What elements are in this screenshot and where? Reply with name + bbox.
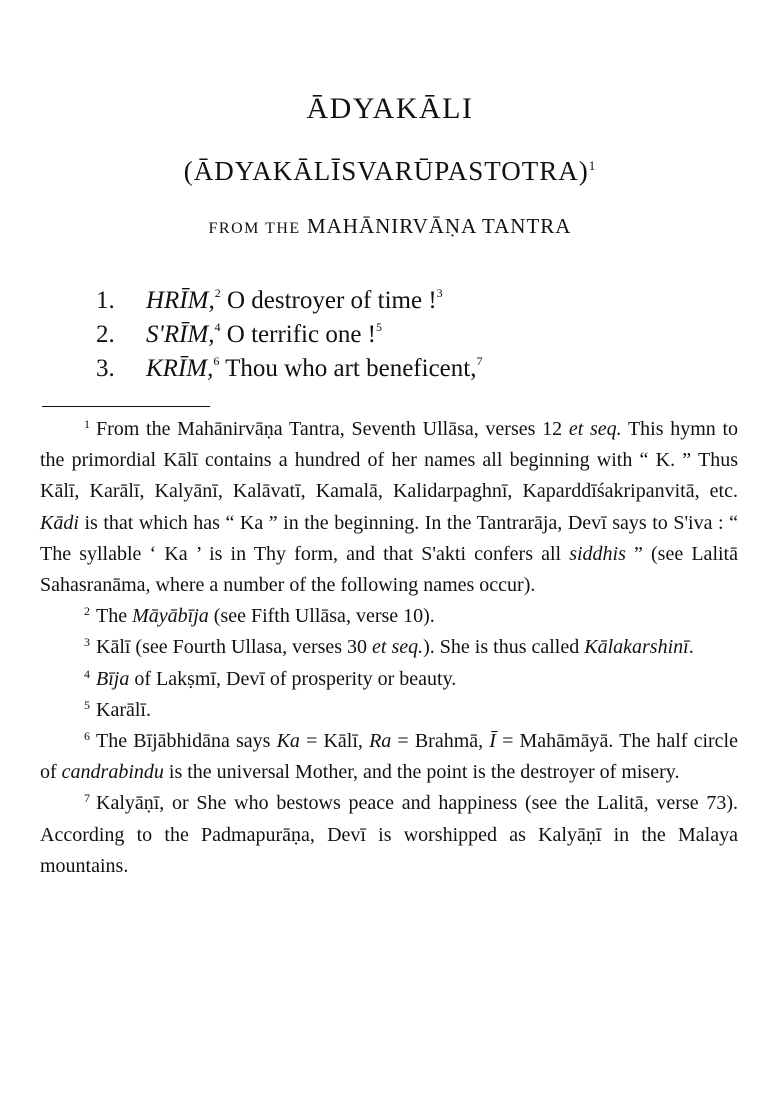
source-name: MAHĀNIRVĀṆA TANTRA xyxy=(306,214,572,238)
verse-line xyxy=(96,318,716,352)
verse-line xyxy=(96,284,716,318)
footnote-text: et seq. xyxy=(568,418,622,440)
verse-text: O terrific one ! xyxy=(220,321,377,348)
verse-number: 1. xyxy=(96,287,115,314)
page-title: ĀDYAKĀLI xyxy=(306,92,474,125)
footnote-text: ” (see Lalitā Sahasranāma, where a number of the following names occur). xyxy=(40,542,738,597)
footnote-text: Ī xyxy=(489,730,496,753)
footnote-text: = Brahmā, xyxy=(391,730,490,753)
footnote-marker: 2 xyxy=(84,604,90,619)
footnote-text: Bīja xyxy=(96,667,130,690)
footnote-marker: 3 xyxy=(84,635,90,650)
footnote-2 xyxy=(40,601,738,632)
footnote-text: Kālī (see Fourth Ullasa, verses 30 xyxy=(96,636,373,659)
verse-text: Thou who art beneficent, xyxy=(219,355,477,382)
verse-mantra: S'RĪM, xyxy=(146,321,215,348)
footnote-text: . xyxy=(688,636,694,659)
footnote-ref: 7 xyxy=(476,354,483,368)
verse-number: 3. xyxy=(96,355,115,382)
footnote-text: Ra xyxy=(369,730,392,753)
footnote-ref: 3 xyxy=(436,286,443,300)
footnote-text: Ka xyxy=(276,730,300,753)
footnote-3 xyxy=(40,632,738,663)
footnotes xyxy=(40,414,738,882)
footnote-text: Kādi xyxy=(40,511,79,534)
footnote-text: Kalyāṇī, or She who bestows peace and happiness (see the Lalitā, verse 73). According to the Padmapurāṇa, Devī is worshipped as Kalyāṇī in the Malaya mountains. xyxy=(40,792,738,877)
footnote-text: siddhis xyxy=(569,542,626,565)
source-line xyxy=(0,214,780,239)
source-prefix: FROM THE xyxy=(208,220,301,237)
footnote-text: of Lakṣmī, Devī of prosperity or beauty. xyxy=(129,667,457,690)
footnote-divider xyxy=(42,406,210,407)
hymn-subtitle xyxy=(0,156,780,187)
footnote-ref: 5 xyxy=(376,320,383,334)
verse-list xyxy=(96,284,716,386)
verse-number: 2. xyxy=(96,321,115,348)
footnote-text: is the universal Mother, and the point is the destroyer of misery. xyxy=(163,761,680,784)
footnote-text: This hymn to the primordial Kālī contains a hundred of her names all beginning with “ K. ” Thus Kālī, Karālī, Kalyānī, Kalāvatī, Kamalā, Kalidarpaghnī, Kaparddīśakripanvitā, etc. xyxy=(40,418,739,503)
footnote-marker: 4 xyxy=(84,666,90,681)
footnote-text: candrabindu xyxy=(61,761,164,784)
footnote-text: et seq. xyxy=(372,636,424,659)
footnote-text: ). She is thus called xyxy=(423,636,585,659)
footnote-text: The Bījābhidāna says xyxy=(96,730,277,753)
footnote-text: = Mahāmāyā. The half circle of xyxy=(40,730,738,784)
footnote-text: = Kālī, xyxy=(299,730,370,753)
footnote-text: From the Mahānirvāṇa Tantra, Seventh Ullāsa, verses 12 xyxy=(96,418,569,440)
footnote-text: (see Fifth Ullāsa, verse 10). xyxy=(208,605,435,628)
verse-mantra: HRĪM, xyxy=(146,287,215,314)
footnote-1 xyxy=(40,414,738,601)
footnote-ref: 4 xyxy=(214,320,221,334)
footnote-6 xyxy=(40,726,738,788)
footnote-marker: 1 xyxy=(84,417,90,431)
footnote-text: Karālī. xyxy=(96,698,151,721)
footnote-marker: 5 xyxy=(84,697,90,712)
verse-text: O destroyer of time ! xyxy=(220,287,437,314)
footnote-marker: 7 xyxy=(84,791,90,806)
footnote-marker: 6 xyxy=(84,729,90,744)
footnote-text: is that which has “ Ka ” in the beginning. In the Tantrarāja, Devī says to S'iva : “ The syllable ‘ Ka ’ is in Thy form, and that S'akti confers all xyxy=(40,511,738,565)
footnote-ref: 6 xyxy=(213,354,220,368)
footnote-ref: 1 xyxy=(588,158,597,173)
footnote-7 xyxy=(40,788,738,882)
subtitle-text: (ĀDYAKĀLĪSVARŪPASTOTRA) xyxy=(183,156,589,186)
verse-mantra: KRĪM, xyxy=(146,355,214,382)
footnote-5 xyxy=(40,695,738,726)
footnote-ref: 2 xyxy=(214,286,221,300)
footnote-4 xyxy=(40,664,738,695)
footnote-text: Māyābīja xyxy=(132,605,209,628)
verse-line xyxy=(96,352,716,386)
footnote-text: Kālakarshinī xyxy=(584,636,689,659)
footnote-text: The xyxy=(96,605,133,628)
